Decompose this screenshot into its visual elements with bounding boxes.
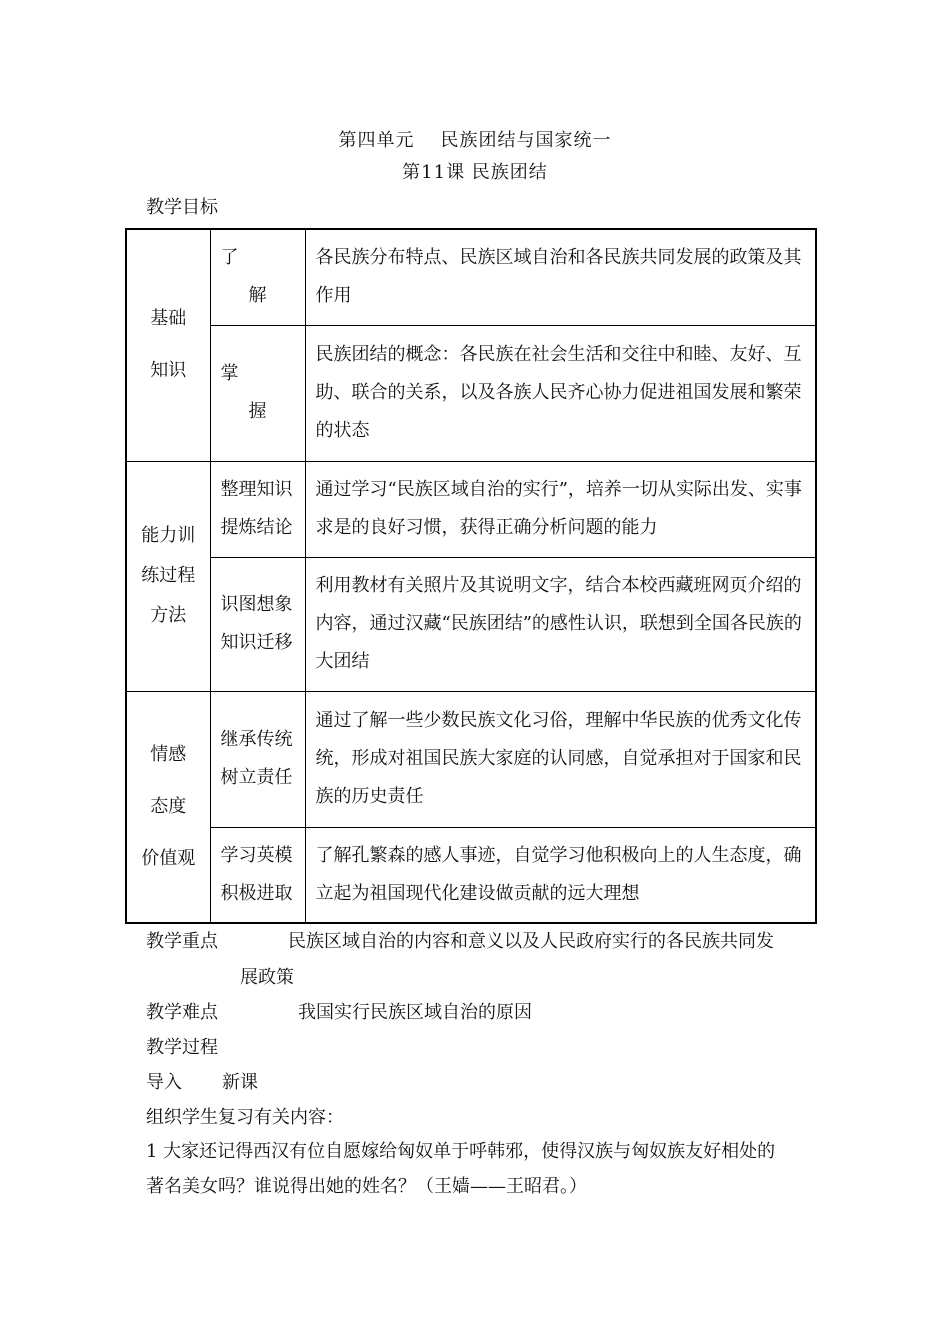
- key-point-text-line1: 民族区域自治的内容和意义以及人民政府实行的各民族共同发: [288, 931, 774, 952]
- subcategory-cell: 识图想象 知识迁移: [210, 557, 305, 691]
- table-row: [126, 557, 816, 691]
- difficulty-text: 我国实行民族区域自治的原因: [298, 1002, 532, 1023]
- key-point-label: 教学重点: [146, 931, 218, 952]
- table-row: [126, 827, 816, 923]
- intro-text: 新课: [222, 1072, 258, 1093]
- subcategory-cell: 整理知识 提炼结论: [210, 461, 305, 557]
- table-row: [126, 229, 816, 325]
- goal-text: 通过了解一些少数民族文化习俗，理解中华民族的优秀文化传统，形成对祖国民族大家庭的认同感，自觉承担对于国家和民族的历史责任: [305, 691, 816, 827]
- unit-name: 民族团结与国家统一: [440, 130, 612, 151]
- goal-text: 通过学习“民族区域自治的实行”，培养一切从实际出发、实事求是的良好习惯，获得正确分析问题的能力: [305, 461, 816, 557]
- category-basic-knowledge: 基础 知识: [126, 229, 210, 461]
- subcategory-cell: 学习英模 积极进取: [210, 827, 305, 923]
- category-ability-process-method: 能力训 练过程 方法: [126, 461, 210, 691]
- table-row: [126, 325, 816, 461]
- goals-heading: 教学目标: [146, 197, 218, 218]
- subcategory-cell: 继承传统 树立责任: [210, 691, 305, 827]
- difficulty-label: 教学难点: [146, 1002, 218, 1023]
- teaching-goals-table: [125, 228, 817, 924]
- process-heading: 教学过程: [146, 1037, 218, 1058]
- subcategory-cell: 了 解: [210, 229, 305, 325]
- organize-text: 组织学生复习有关内容：: [146, 1107, 344, 1128]
- unit-title: [0, 126, 950, 152]
- subcategory-cell: 掌 握: [210, 325, 305, 461]
- goal-text: 了解孔繁森的感人事迹，自觉学习他积极向上的人生态度，确立起为祖国现代化建设做贡献的远大理想: [305, 827, 816, 923]
- intro-label: 导入: [146, 1072, 182, 1093]
- goal-text: 利用教材有关照片及其说明文字，结合本校西藏班网页介绍的内容，通过汉藏“民族团结”的感性认识，联想到全国各民族的大团结: [305, 557, 816, 691]
- goal-text: 民族团结的概念：各民族在社会生活和交往中和睦、友好、互助、联合的关系，以及各族人民齐心协力促进祖国发展和繁荣的状态: [305, 325, 816, 461]
- question1-line2: 著名美女吗？谁说得出她的姓名？（王嫱——王昭君。）: [146, 1176, 587, 1197]
- table-row: [126, 691, 816, 827]
- unit-number: 第四单元: [338, 130, 415, 151]
- question1-line1: 1 大家还记得西汉有位自愿嫁给匈奴单于呼韩邪，使得汉族与匈奴族友好相处的: [146, 1141, 776, 1162]
- table-row: [126, 461, 816, 557]
- goal-text: 各民族分布特点、民族区域自治和各民族共同发展的政策及其作用: [305, 229, 816, 325]
- lesson-title: 第11课 民族团结: [402, 162, 548, 183]
- key-point-text-line2: 展政策: [240, 967, 294, 988]
- category-emotion-attitude-values: 情感 态度 价值观: [126, 691, 210, 923]
